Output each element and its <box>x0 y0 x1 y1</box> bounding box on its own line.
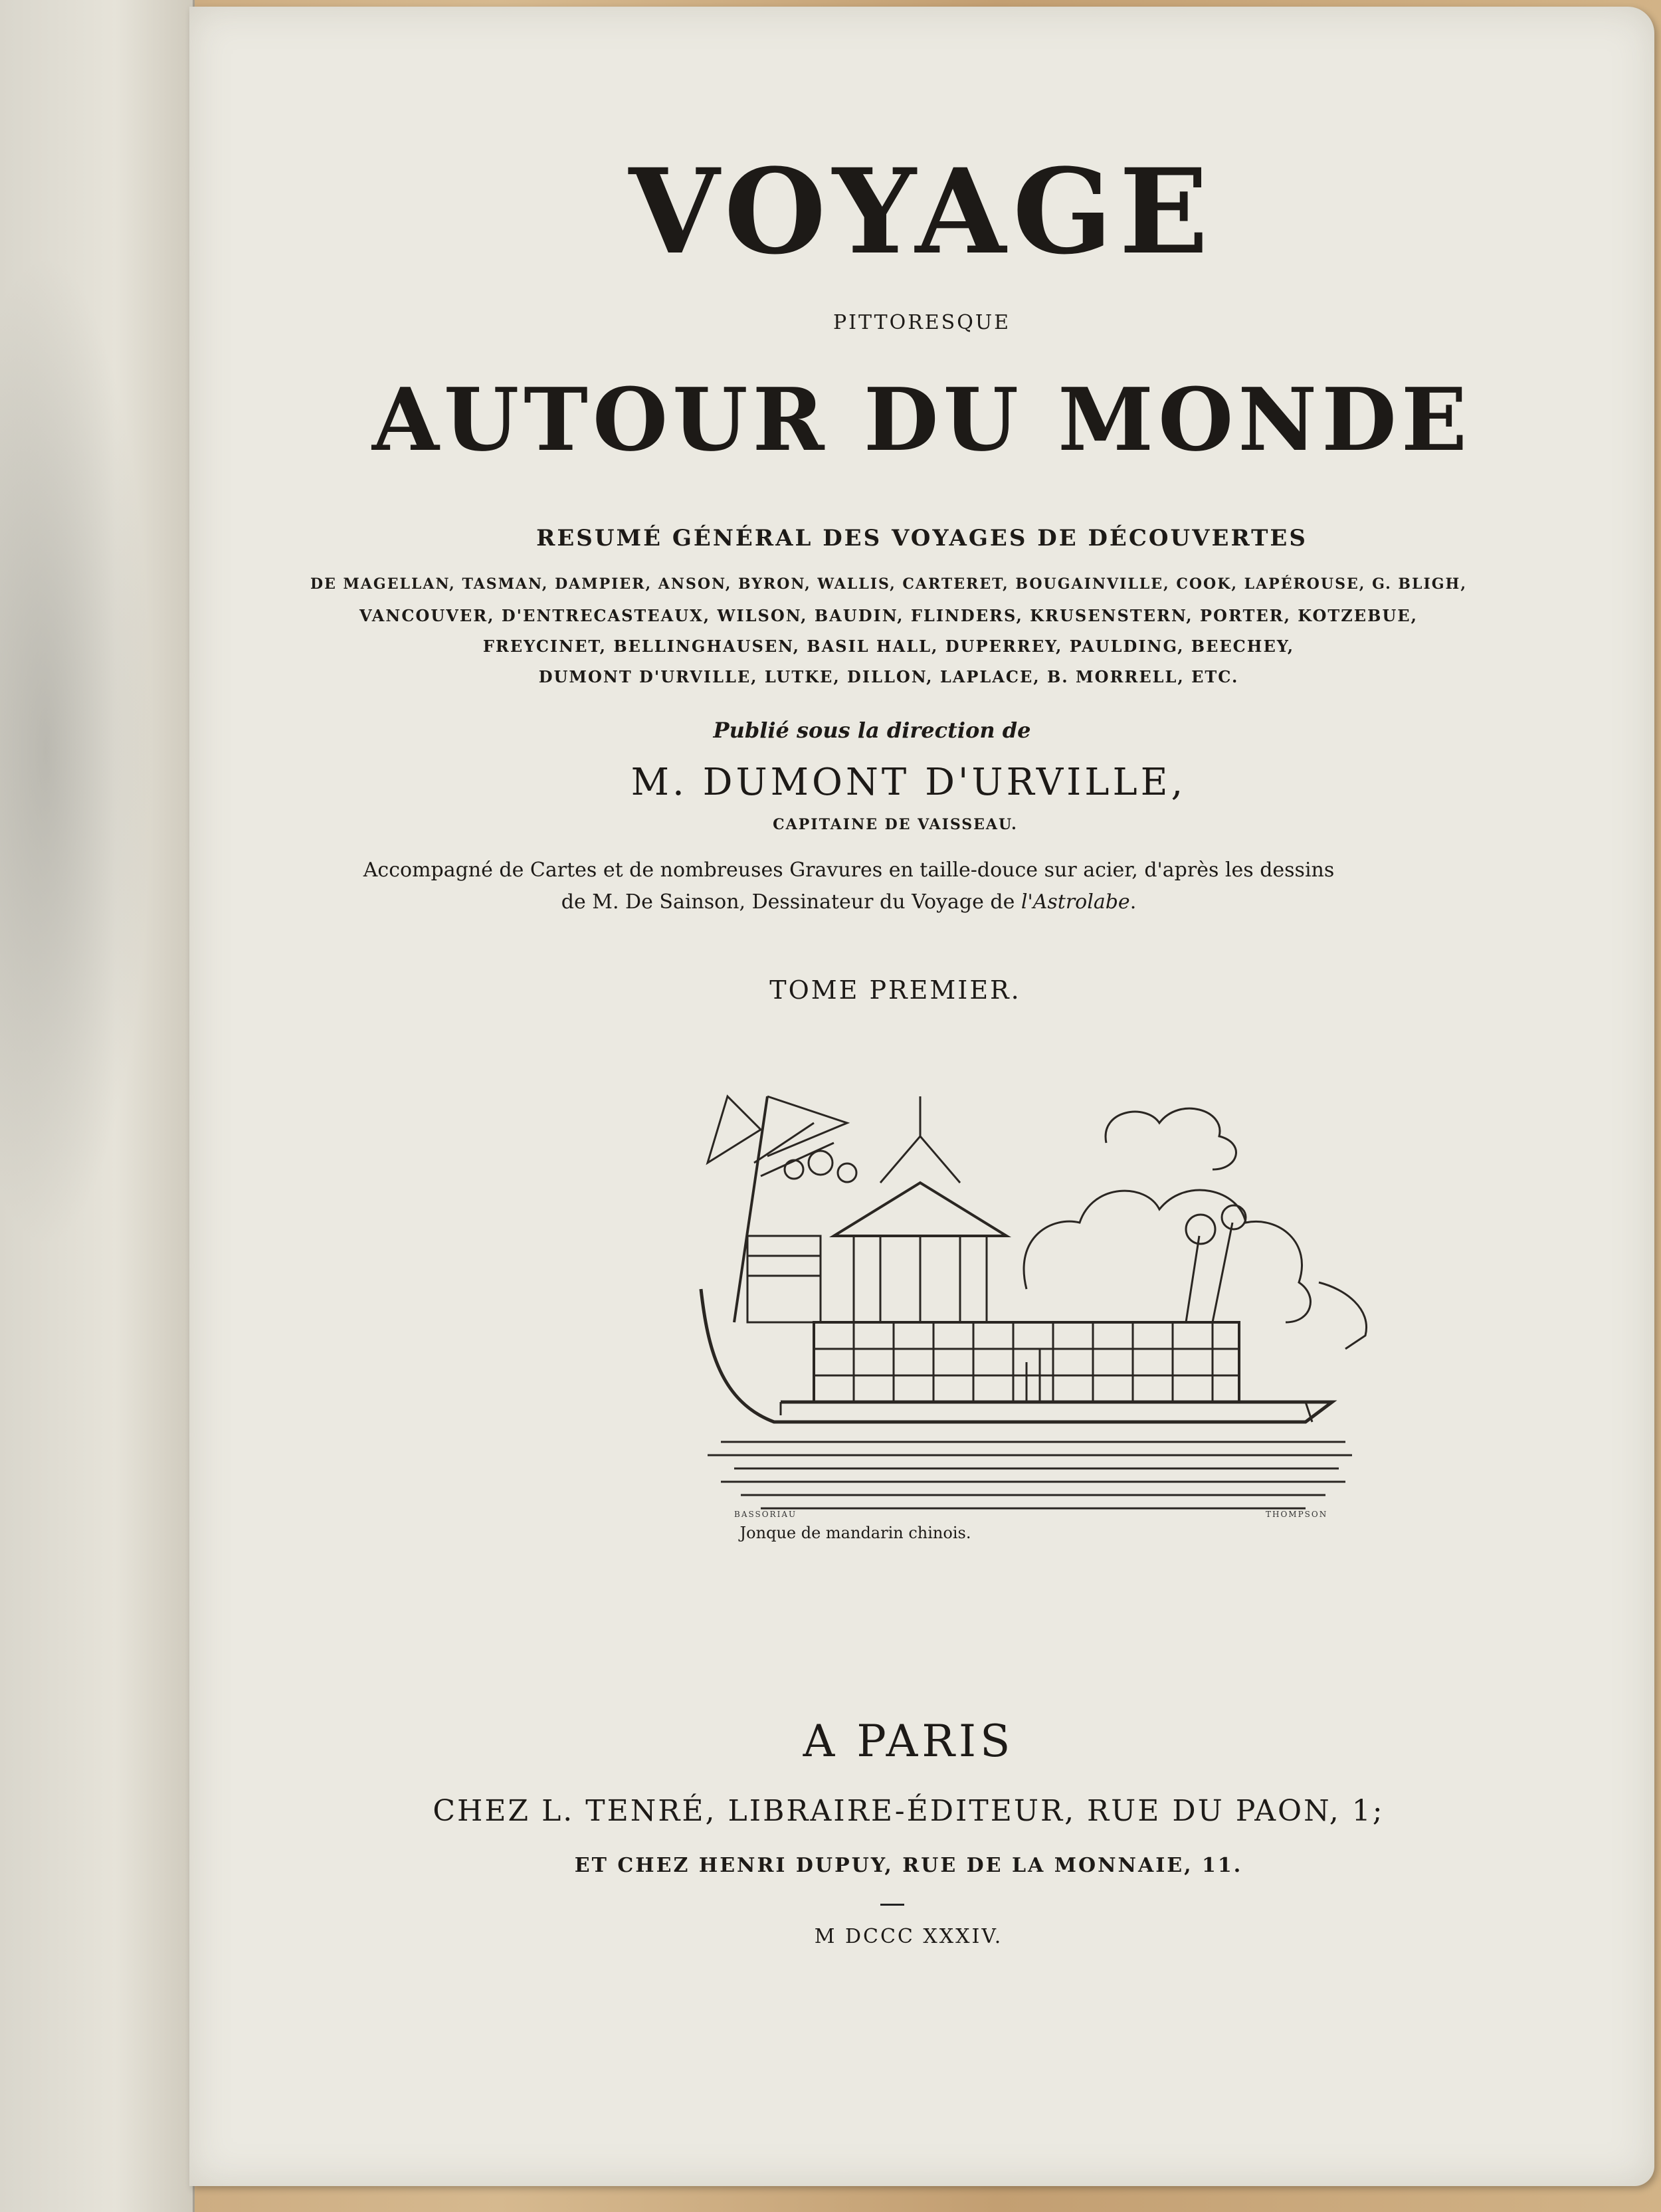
junk-engraving <box>681 1070 1385 1522</box>
summary-heading: RESUMÉ GÉNÉRAL DES VOYAGES DE DÉCOUVERTES <box>536 525 1308 552</box>
facing-left-page <box>0 0 195 2212</box>
explorers-line-3: FREYCINET, BELLINGHAUSEN, BASIL HALL, DUPERREY, PAULDING, BEECHEY, <box>482 637 1295 656</box>
volume-label: TOME PREMIER. <box>769 975 1021 1005</box>
artist-left: BASSORIAU <box>734 1510 797 1519</box>
published-under: Publié sous la direction de <box>713 718 1031 743</box>
imprint-city: A PARIS <box>803 1716 1015 1767</box>
foxing-stain <box>0 252 153 1249</box>
editor-rank: CAPITAINE DE VAISSEAU. <box>773 816 1018 833</box>
explorers-line-4: DUMONT D'URVILLE, LUTKE, DILLON, LAPLACE, B. MORRELL, ETC. <box>538 667 1239 686</box>
accompaniment-line-2 <box>116 890 1581 914</box>
title-sub: PITTORESQUE <box>832 311 1011 334</box>
imprint-line-2: ET CHEZ HENRI DUPUY, RUE DE LA MONNAIE, 11. <box>574 1854 1243 1877</box>
explorers-line-1: DE MAGELLAN, TASMAN, DAMPIER, ANSON, BYRON, WALLIS, CARTERET, BOUGAINVILLE, COOK, LAPÉROUSE, G. BLIGH, <box>310 575 1467 593</box>
illustration-caption: Jonque de mandarin chinois. <box>739 1524 971 1542</box>
editor-name: M. DUMONT D'URVILLE, <box>631 761 1187 804</box>
title-page <box>189 7 1654 2186</box>
separator-rule <box>880 1904 904 1906</box>
title-main: VOYAGE <box>629 143 1215 280</box>
artist-right: THOMPSON <box>1266 1510 1328 1519</box>
imprint-line-1: CHEZ L. TENRÉ, LIBRAIRE-ÉDITEUR, RUE DU PAON, 1; <box>433 1794 1385 1828</box>
accompaniment-line-2-end: . <box>1129 890 1137 914</box>
explorers-line-2: VANCOUVER, D'ENTRECASTEAUX, WILSON, BAUDIN, FLINDERS, KRUSENSTERN, PORTER, KOTZEBUE, <box>359 606 1418 625</box>
title-line-2: AUTOUR DU MONDE <box>371 369 1472 470</box>
accompaniment-line-1: Accompagné de Cartes et de nombreuses Gravures en taille-douce sur acier, d'après les dessins <box>363 858 1335 882</box>
accompaniment-line-2-text: de M. De Sainson, Dessinateur du Voyage de <box>561 890 1021 914</box>
publication-year: M DCCC XXXIV. <box>814 1925 1003 1948</box>
ship-name: l'Astrolabe <box>1021 890 1130 914</box>
